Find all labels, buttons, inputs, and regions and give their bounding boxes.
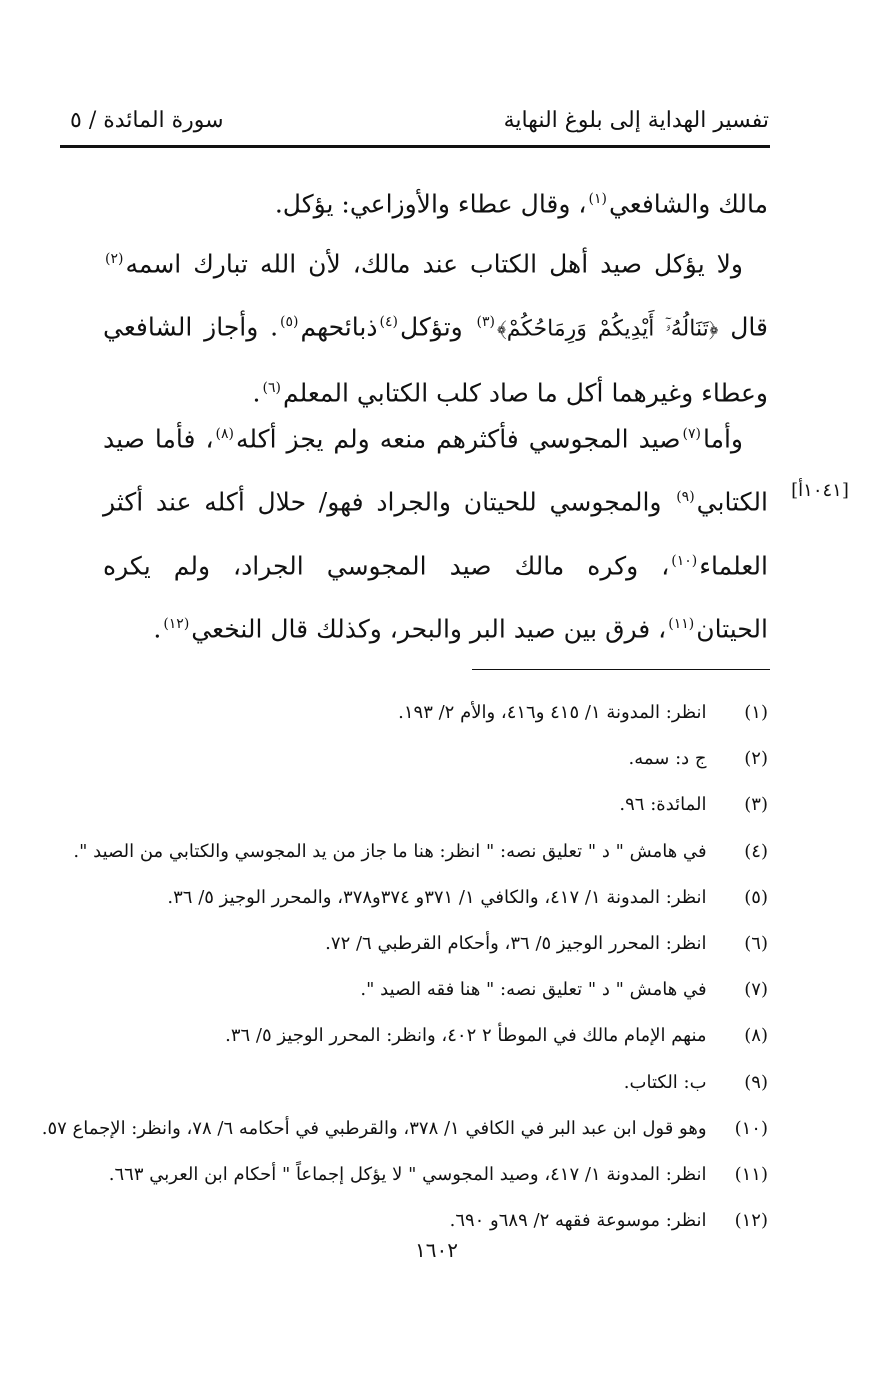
footnote-ref[interactable]: (١١) [668,615,695,632]
text: . [153,614,162,644]
footnote-ref[interactable]: (١) [588,191,607,207]
paragraph-1 [103,170,768,233]
footnote-number: (٢) [744,748,768,770]
text: صيد المجوسي فأكثرهم منعه ولم يجز أكله [236,424,681,454]
footnote-number: (١٠) [734,1117,768,1139]
footnote-ref[interactable]: (٤) [379,314,398,331]
footnote-5 [68,875,768,921]
paragraph-2 [103,230,768,422]
text: والمجوسي للحيتان والجراد فهو/ حلال أكله عند أكثر العلماء [103,487,768,580]
footnote-number: (٥) [744,886,768,908]
footnote-6 [68,921,768,967]
footnote-ref[interactable]: (٨) [215,426,234,442]
footnote-number: (١١) [734,1163,768,1185]
quran-bracket-open: ﴿ [708,316,719,342]
header-rule [60,145,770,148]
footnote-9 [68,1060,768,1106]
footnote-ref[interactable]: (٦) [262,379,281,396]
footnote-text: انظر: المدونة ١/ ٤١٥ و٤١٦، والأم ٢/ ١٩٣. [398,702,707,723]
manuscript-folio-marker: [١٠٤١أ] [791,480,849,501]
footnotes [41,690,768,1244]
footnote-11 [68,1152,768,1198]
footnote-ref[interactable]: (١٢) [163,615,190,632]
text: ، وكره مالك صيد المجوسي الجراد، ولم يكره الحيتان [103,550,768,644]
footnote-ref[interactable]: (٢) [105,251,124,267]
footnote-number: (١) [744,702,768,723]
footnote-10 [41,1106,768,1152]
footnote-text: انظر: المحرر الوجيز ٥/ ٣٦، وأحكام القرطبي ٦/ ٧٢. [325,932,707,954]
text: ولا يؤكل صيد أهل الكتاب عند مالك، لأن الله تبارك اسمه [125,249,743,279]
quran-verse: تَنَالُهُۥٓ أَيْدِيكُمْ وَرِمَاحُكُمْ [506,316,709,342]
text: ذبائحهم [300,312,378,342]
text: ، فأما صيد الكتابي [103,424,768,517]
footnote-text: في هامش " د " تعليق نصه: " هنا فقه الصيد ". [360,979,707,1001]
text: . وأجاز الشافعي وعطاء وغيرهما أكل ما صاد كلب الكتابي المعلم [103,312,768,407]
footnote-ref[interactable]: (٩) [676,489,695,506]
quran-bracket-close: ﴾ [496,316,507,342]
footnote-number: (٨) [744,1025,768,1047]
text: وتؤكل [399,312,475,342]
running-header-surah: سورة المائدة / ٥ [70,108,224,133]
footnote-ref[interactable]: (٥) [280,314,299,331]
footnote-4 [68,829,768,875]
footnote-text: منهم الإمام مالك في الموطأ ٢ ٤٠٢، وانظر: المحرر الوجيز ٥/ ٣٦. [225,1025,707,1047]
text: ، وقال عطاء والأوزاعي: يؤكل. [274,189,587,219]
text: ، فرق بين صيد البر والبحر، وكذلك قال النخعي [191,614,667,644]
footnote-ref[interactable]: (٣) [476,314,495,331]
text: مالك والشافعي [608,189,768,219]
footnote-number: (٤) [744,840,768,862]
text: قال [718,312,768,342]
footnote-number: (٧) [744,979,768,1001]
footnote-text: المائدة: ٩٦. [619,794,707,816]
footnote-text: ب: الكتاب. [623,1071,707,1093]
footnote-2 [68,736,768,782]
footnote-1 [68,690,768,736]
footnote-text: انظر: المدونة ١/ ٤١٧، وصيد المجوسي " لا يؤكل إجماعاً " أحكام ابن العربي ٦٦٣. [108,1163,707,1185]
footnote-ref[interactable]: (١٠) [671,552,698,569]
footnote-number: (١٢) [734,1210,768,1232]
footnote-number: (٣) [744,794,768,816]
footnote-text: في هامش " د " تعليق نصه: " انظر: هنا ما جاز من يد المجوسي والكتابي من الصيد ". [73,840,707,862]
text: . [252,377,261,407]
footnote-text: انظر: المدونة ١/ ٤١٧، والكافي ١/ ٣٧١و ٣٧٤و٣٧٨، والمحرر الوجيز ٥/ ٣٦. [167,886,707,908]
footnote-separator [472,669,770,670]
footnote-text: وهو قول ابن عبد البر في الكافي ١/ ٣٧٨، والقرطبي في أحكامه ٦/ ٧٨، وانظر: الإجماع ٥٧. [41,1117,707,1139]
footnote-number: (٦) [744,932,768,954]
paragraph-3 [103,405,768,658]
text: وأما [702,424,743,454]
footnote-3 [68,782,768,828]
running-header-title: تفسير الهداية إلى بلوغ النهاية [503,108,769,133]
footnote-ref[interactable]: (٧) [682,426,701,442]
footnote-8 [68,1013,768,1059]
page-number: ١٦٠٢ [415,1238,458,1262]
footnote-7 [68,967,768,1013]
footnote-text: ج د: سمه. [628,748,707,770]
footnote-number: (٩) [744,1071,768,1093]
footnote-text: انظر: موسوعة فقهه ٢/ ٦٨٩و ٦٩٠. [449,1210,707,1232]
